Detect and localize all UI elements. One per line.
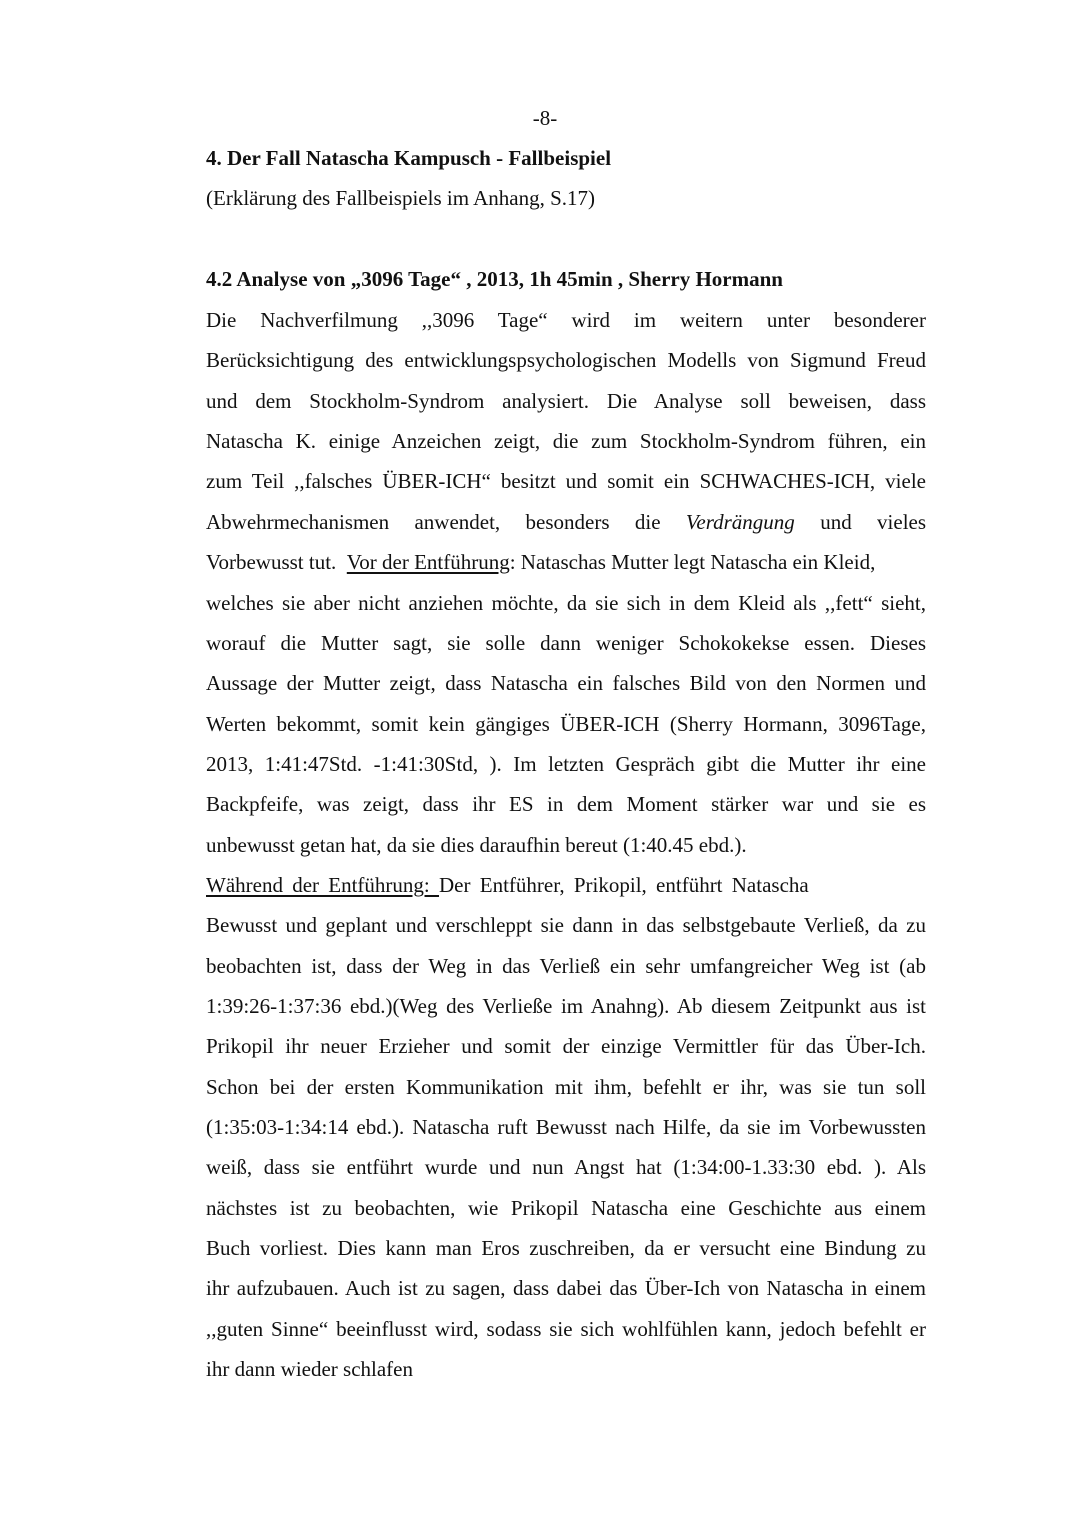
emphasis-verdraengung: Verdrängung — [685, 510, 795, 534]
body-line: welches sie aber nicht anziehen möchte, da sie sich in dem Kleid als ,,fett“ sieht, — [206, 591, 926, 615]
section-heading: 4. Der Fall Natascha Kampusch - Fallbeispiel — [206, 146, 612, 170]
body-line: Prikopil ihr neuer Erzieher und somit der einzige Vermittler für das Über-Ich. — [206, 1034, 926, 1058]
underlined-waehrend-der-entfuehrung: Während der Entführung: — [206, 873, 440, 897]
body-line: zum Teil ,,falsches ÜBER-ICH“ besitzt und somit ein SCHWACHES-ICH, viele — [206, 469, 926, 493]
subsection-heading: 4.2 Analyse von „3096 Tage“ , 2013, 1h 45min , Sherry Hormann — [206, 267, 783, 291]
body-line: Werten bekommt, somit kein gängiges ÜBER-ICH (Sherry Hormann, 3096Tage, — [206, 712, 926, 736]
body-line: und dem Stockholm-Syndrom analysiert. Die Analyse soll beweisen, dass — [206, 389, 926, 413]
body-line: Aussage der Mutter zeigt, dass Natascha ein falsches Bild von den Normen und — [206, 671, 926, 695]
body-line — [206, 509, 926, 535]
body-line: Buch vorliest. Dies kann man Eros zuschreiben, da er versucht eine Bindung zu — [206, 1236, 926, 1260]
body-segment: Abwehrmechanismen anwendet, besonders die — [206, 510, 661, 534]
body-line: Schon bei der ersten Kommunikation mit ihm, befehlt er ihr, was sie tun soll — [206, 1075, 926, 1099]
body-segment: Der Entführer, Prikopil, entführt Natascha — [439, 873, 809, 897]
body-line: 1:39:26-1:37:36 ebd.)(Weg des Verließe im Anahng). Ab diesem Zeitpunkt aus ist — [206, 994, 926, 1018]
body-line: (1:35:03-1:34:14 ebd.). Natascha ruft Bewusst nach Hilfe, da sie im Vorbewussten — [206, 1115, 926, 1139]
body-line: Bewusst und geplant und verschleppt sie dann in das selbstgebaute Verließ, da zu — [206, 913, 926, 937]
section-note: (Erklärung des Fallbeispiels im Anhang, S.17) — [206, 186, 596, 210]
page-number: -8- — [532, 106, 558, 130]
body-line: weiß, dass sie entführt wurde und nun Angst hat (1:34:00-1.33:30 ebd. ). Als — [206, 1155, 926, 1179]
body-line: Die Nachverfilmung ,,3096 Tage“ wird im weitern unter besonderer — [206, 308, 926, 332]
underlined-vor-der-entfuehrung: Vor der Entführung — [346, 550, 510, 574]
body-line — [206, 549, 926, 575]
body-line: ihr aufzubauen. Auch ist zu sagen, dass dabei das Über-Ich von Natascha in einem — [206, 1276, 926, 1300]
body-line: ,,guten Sinne“ beeinflusst wird, sodass sie sich wohlfühlen kann, jedoch befehlt er — [206, 1317, 926, 1341]
body-line: nächstes ist zu beobachten, wie Prikopil Natascha eine Geschichte aus einem — [206, 1196, 926, 1220]
body-line: worauf die Mutter sagt, sie solle dann weniger Schokokekse essen. Dieses — [206, 631, 926, 655]
body-line — [206, 872, 926, 898]
body-line: 2013, 1:41:47Std. -1:41:30Std, ). Im letzten Gespräch gibt die Mutter ihr eine — [206, 752, 926, 776]
body-line: ihr dann wieder schlafen — [206, 1357, 413, 1381]
body-segment: und vieles — [820, 510, 927, 534]
body-line: beobachten ist, dass der Weg in das Verließ ein sehr umfangreicher Weg ist (ab — [206, 954, 926, 978]
body-line: Backpfeife, was zeigt, dass ihr ES in dem Moment stärker war und sie es — [206, 792, 926, 816]
body-segment: : Nataschas Mutter legt Natascha ein Kleid, — [509, 550, 876, 574]
body-segment: Vorbewusst tut. — [206, 550, 337, 574]
body-line: Natascha K. einige Anzeichen zeigt, die zum Stockholm-Syndrom führen, ein — [206, 429, 926, 453]
body-line: unbewusst getan hat, da sie dies daraufhin bereut (1:40.45 ebd.). — [206, 833, 747, 857]
body-line: Berücksichtigung des entwicklungspsychologischen Modells von Sigmund Freud — [206, 348, 926, 372]
